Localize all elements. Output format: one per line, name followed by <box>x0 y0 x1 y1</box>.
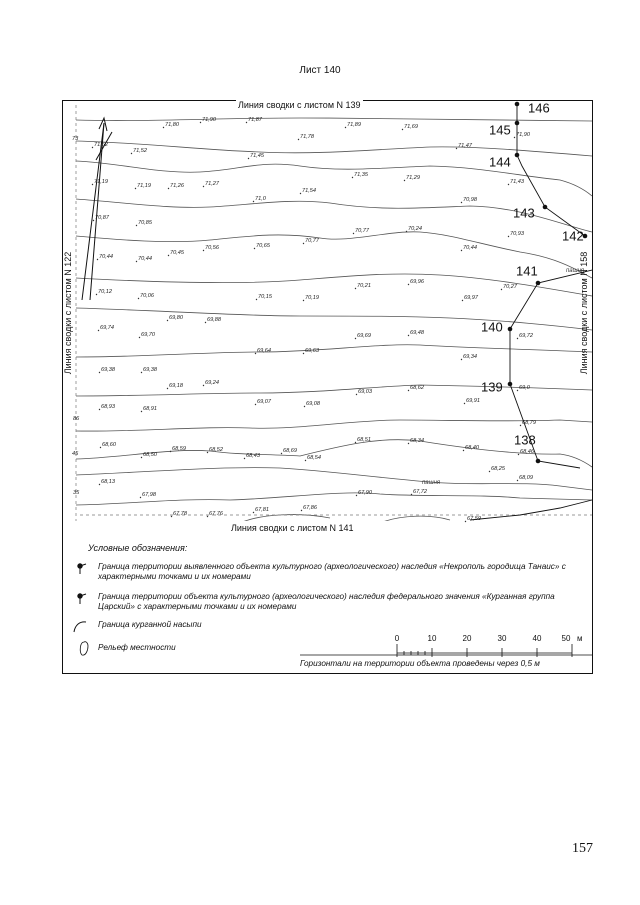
sheet-grid <box>76 105 592 521</box>
elevation-dot <box>256 299 257 300</box>
elevation-label: 68,91 <box>143 406 157 412</box>
elevation-label: 71,29 <box>406 175 420 181</box>
elevation-dot <box>167 320 168 321</box>
boundary-points-layer <box>481 100 587 463</box>
elevation-label: 67,90 <box>358 490 372 496</box>
elevation-label: 69,70 <box>141 332 155 338</box>
elevation-dot <box>136 225 137 226</box>
scale-tick-label: 10 <box>427 634 437 643</box>
elevation-dot <box>508 184 509 185</box>
boundary-point-number: 142 <box>562 228 584 244</box>
elevation-label: 70,77 <box>305 238 319 244</box>
elevation-dot <box>253 201 254 202</box>
elevation-dot <box>203 385 204 386</box>
boundary-point-number: 143 <box>513 205 535 221</box>
elevation-label: 70,93 <box>510 231 524 237</box>
elevation-dot <box>170 451 171 452</box>
elevation-dot <box>517 480 518 481</box>
elevation-label: 68,13 <box>101 479 115 485</box>
elevation-label: 70,44 <box>463 245 477 251</box>
elevation-dot <box>345 127 346 128</box>
legend-title: Условные обозначения: <box>88 543 188 553</box>
elevation-dot <box>135 188 136 189</box>
legend-mound-icon <box>74 622 86 632</box>
elevation-dot <box>100 447 101 448</box>
boundary-point-number: 144 <box>489 154 511 170</box>
elevation-label: 71,90 <box>202 117 216 123</box>
boundary-point-number: 140 <box>481 319 503 335</box>
elevation-label: 71,35 <box>354 172 368 178</box>
elevation-label: 67,98 <box>142 492 156 498</box>
legend-item-text: Граница курганной насыпи <box>98 620 202 629</box>
elevation-label: 69,34 <box>463 354 477 360</box>
elevation-dot <box>518 454 519 455</box>
elevation-label: 70,15 <box>258 294 272 300</box>
elevation-label: 71,19 <box>94 179 108 185</box>
elevation-label: 71,90 <box>516 132 530 138</box>
right-edge-label: Линия сводки с листом N 158 <box>579 251 589 375</box>
legend-boundary-point-2 <box>78 594 86 604</box>
elevation-dot <box>200 122 201 123</box>
elevation-label: 67,81 <box>255 507 269 513</box>
elevation-dot <box>98 330 99 331</box>
edge-mark: 45 <box>72 451 79 457</box>
elevation-dot <box>406 231 407 232</box>
elevation-label: 69,07 <box>257 399 271 405</box>
elevation-label: 67,76 <box>209 511 223 517</box>
elevation-dot <box>300 193 301 194</box>
elevation-dot <box>140 497 141 498</box>
elevation-dot <box>408 390 409 391</box>
elevation-dot <box>353 233 354 234</box>
elevation-dot <box>355 338 356 339</box>
scale-tick-label: 20 <box>462 634 472 643</box>
legend-boundary-point-1 <box>78 564 86 574</box>
elevation-label: 69,48 <box>410 330 424 336</box>
land-use-label: пашня <box>422 480 441 486</box>
elevation-dot <box>163 127 164 128</box>
scale-tick-label: 50 <box>561 634 571 643</box>
elevation-label: 71,0 <box>255 196 266 202</box>
elevation-label: 68,59 <box>172 446 186 452</box>
top-edge-label: Линия сводки с листом N 139 <box>238 100 361 110</box>
elevation-dot <box>138 298 139 299</box>
elevation-label: 69,03 <box>358 389 372 395</box>
elevation-dot <box>461 359 462 360</box>
elevation-label: 69,63 <box>305 348 319 354</box>
elevation-label: 70,44 <box>99 254 113 260</box>
elevation-label: 70,98 <box>463 197 477 203</box>
elevation-dot <box>96 294 97 295</box>
elevation-label: 69,74 <box>100 325 114 331</box>
elevation-dot <box>356 394 357 395</box>
elevation-label: 67,86 <box>303 505 317 511</box>
elevation-label: 70,19 <box>305 295 319 301</box>
elevation-label: 71,45 <box>250 153 264 159</box>
elevation-dot <box>139 337 140 338</box>
elevation-label: 71,43 <box>510 179 524 185</box>
elevation-dot <box>461 250 462 251</box>
elevation-label: 70,85 <box>138 220 152 226</box>
elevation-dot <box>352 177 353 178</box>
boundary-point-marker <box>536 459 541 464</box>
elevation-dot <box>167 388 168 389</box>
elevation-label: 68,46 <box>520 449 534 455</box>
land-use-labels-layer <box>422 268 585 486</box>
elevation-label: 68,52 <box>209 447 223 453</box>
elevation-label: 69,0 <box>519 385 530 391</box>
elevation-dot <box>404 180 405 181</box>
elevation-label: 69,88 <box>207 317 221 323</box>
elevation-label: 68,43 <box>246 453 260 459</box>
elevation-dot <box>248 158 249 159</box>
elevation-dot <box>203 186 204 187</box>
boundary-point-number: 139 <box>481 379 503 395</box>
land-use-label: пашня <box>566 268 585 274</box>
elevation-dot <box>141 457 142 458</box>
elevation-dot <box>168 255 169 256</box>
boundary-point-number: 138 <box>514 432 536 448</box>
elevation-label: 68,62 <box>410 385 424 391</box>
elevation-dot <box>462 300 463 301</box>
elevation-dot <box>463 450 464 451</box>
boundary-point-marker <box>515 121 520 126</box>
elevation-dot <box>303 243 304 244</box>
elevation-label: 70,44 <box>138 256 152 262</box>
elevation-dot <box>99 484 100 485</box>
scale-tick-label: 40 <box>532 634 542 643</box>
elevation-dot <box>520 425 521 426</box>
elevation-label: 70,27 <box>503 284 517 290</box>
boundary-point-marker <box>515 102 520 107</box>
elevation-label: 68,93 <box>101 404 115 410</box>
elevation-dot <box>97 259 98 260</box>
boundary-point-marker <box>536 281 541 286</box>
elevation-label: 68,54 <box>307 455 321 461</box>
elevation-label: 69,72 <box>519 333 533 339</box>
elevation-dot <box>171 516 172 517</box>
elevation-label: 71,19 <box>137 183 151 189</box>
boundary-point-number: 141 <box>516 263 538 279</box>
elevation-label: 69,18 <box>169 383 183 389</box>
legend-item-text: Граница территории объекта культурного (археологического) наследия федерального значения «Курганная группа Царский» с характерными точками и их номерами <box>98 592 555 611</box>
elevation-dot <box>501 289 502 290</box>
elevation-dot <box>408 443 409 444</box>
elevation-label: 70,06 <box>140 293 154 299</box>
elevation-label: 68,25 <box>491 466 505 472</box>
elevation-label: 68,60 <box>102 442 116 448</box>
elevation-dot <box>244 458 245 459</box>
edge-mark: 86 <box>73 416 80 422</box>
legend-item-text: Рельеф местности <box>98 643 176 652</box>
sheet-title: Лист 140 <box>299 65 341 76</box>
elevation-dot <box>253 512 254 513</box>
legend-relief-icon <box>80 642 88 655</box>
elevation-dot <box>141 372 142 373</box>
elevation-label: 71,26 <box>170 183 184 189</box>
elevation-dot <box>92 147 93 148</box>
elevation-label: 69,64 <box>257 348 271 354</box>
contour-interval-note: Горизонтали на территории объекта проведены через 0,5 м <box>300 659 540 668</box>
elevation-dot <box>303 300 304 301</box>
elevation-label: 70,56 <box>205 245 219 251</box>
elevation-label: 70,12 <box>98 289 112 295</box>
elevation-dot <box>131 153 132 154</box>
elevation-dot <box>203 250 204 251</box>
elevation-label: 67,78 <box>173 511 187 517</box>
elevation-label: 68,50 <box>143 452 157 458</box>
elevation-dot <box>456 148 457 149</box>
scale-tick-label: 30 <box>497 634 507 643</box>
elevation-dot <box>517 390 518 391</box>
boundary-point-number: 145 <box>489 122 511 138</box>
elevation-dot <box>408 335 409 336</box>
elevation-dot <box>141 411 142 412</box>
bottom-edge-label: Линия сводки с листом N 141 <box>231 523 354 533</box>
elevation-dot <box>301 510 302 511</box>
elevation-dot <box>205 322 206 323</box>
elevation-label: 69,96 <box>410 279 424 285</box>
elevation-label: 69,08 <box>306 401 320 407</box>
elevation-label: 67,72 <box>413 489 427 495</box>
elevation-label: 71,54 <box>302 188 316 194</box>
legend-symbols <box>74 564 88 655</box>
elevation-label: 69,91 <box>466 398 480 404</box>
legend-item-text: Граница территории выявленного объекта культурного (археологического) наследия «Некрополь городища Танаис» с характерными точками и их номерами <box>98 562 566 581</box>
elevation-dot <box>246 122 247 123</box>
boundary-point-marker <box>508 382 513 387</box>
elevation-dot <box>356 495 357 496</box>
elevation-dot <box>207 452 208 453</box>
elevation-label: 70,21 <box>357 283 371 289</box>
elevation-label: 69,24 <box>205 380 219 386</box>
elevation-dot <box>93 220 94 221</box>
left-edge-label: Линия сводки с листом N 122 <box>63 251 73 375</box>
elevation-dot <box>255 404 256 405</box>
elevation-label: 67,59 <box>467 516 481 522</box>
elevation-dot <box>408 284 409 285</box>
scale-unit: м <box>577 634 583 643</box>
elevation-label: 69,38 <box>143 367 157 373</box>
elevation-dot <box>489 471 490 472</box>
elevation-label: 71,69 <box>404 124 418 130</box>
elevation-label: 71,80 <box>165 122 179 128</box>
elevation-label: 71,47 <box>458 143 472 149</box>
elevation-dot <box>255 353 256 354</box>
page-number: 157 <box>572 841 593 856</box>
elevation-label: 69,38 <box>101 367 115 373</box>
elevation-dot <box>355 442 356 443</box>
elevation-dot <box>465 521 466 522</box>
elevation-label: 70,87 <box>95 215 109 221</box>
elevation-label: 71,89 <box>347 122 361 128</box>
elevation-label: 71,27 <box>205 181 219 187</box>
boundary-point-number: 146 <box>528 100 550 116</box>
elevation-dot <box>303 353 304 354</box>
elevation-label: 68,09 <box>519 475 533 481</box>
elevation-dot <box>168 188 169 189</box>
elevation-label: 71,87 <box>248 117 262 123</box>
elevation-dot <box>92 184 93 185</box>
elevation-label: 70,65 <box>256 243 270 249</box>
edge-mark: 73 <box>72 136 79 142</box>
elevation-dot <box>304 406 305 407</box>
elevation-label: 69,80 <box>169 315 183 321</box>
elevation-dot <box>402 129 403 130</box>
elevation-label: 71,62 <box>94 142 108 148</box>
elevation-label: 70,45 <box>170 250 184 256</box>
elevation-dot <box>508 236 509 237</box>
elevation-labels-layer <box>92 117 536 522</box>
elevation-dot <box>254 248 255 249</box>
elevation-dot <box>305 460 306 461</box>
scale-tick-label: 0 <box>394 634 400 643</box>
elevation-label: 68,79 <box>522 420 536 426</box>
elevation-dot <box>281 453 282 454</box>
elevation-label: 70,24 <box>408 226 422 232</box>
elevation-label: 69,97 <box>464 295 478 301</box>
elevation-dot <box>517 338 518 339</box>
elevation-dot <box>207 516 208 517</box>
elevation-dot <box>298 139 299 140</box>
boundary-point-marker <box>515 153 520 158</box>
elevation-label: 68,34 <box>410 438 424 444</box>
elevation-dot <box>99 409 100 410</box>
boundary-point-marker <box>508 327 513 332</box>
elevation-dot <box>461 202 462 203</box>
elevation-label: 70,77 <box>355 228 369 234</box>
elevation-label: 71,78 <box>300 134 314 140</box>
elevation-dot <box>355 288 356 289</box>
elevation-dot <box>136 261 137 262</box>
boundary-point-marker <box>543 205 548 210</box>
elevation-label: 69,69 <box>357 333 371 339</box>
elevation-label: 71,52 <box>133 148 147 154</box>
edge-mark: 35 <box>73 490 80 496</box>
elevation-label: 68,40 <box>465 445 479 451</box>
elevation-label: 68,51 <box>357 437 371 443</box>
elevation-dot <box>514 137 515 138</box>
elevation-dot <box>464 403 465 404</box>
elevation-dot <box>411 494 412 495</box>
elevation-label: 68,69 <box>283 448 297 454</box>
elevation-dot <box>99 372 100 373</box>
